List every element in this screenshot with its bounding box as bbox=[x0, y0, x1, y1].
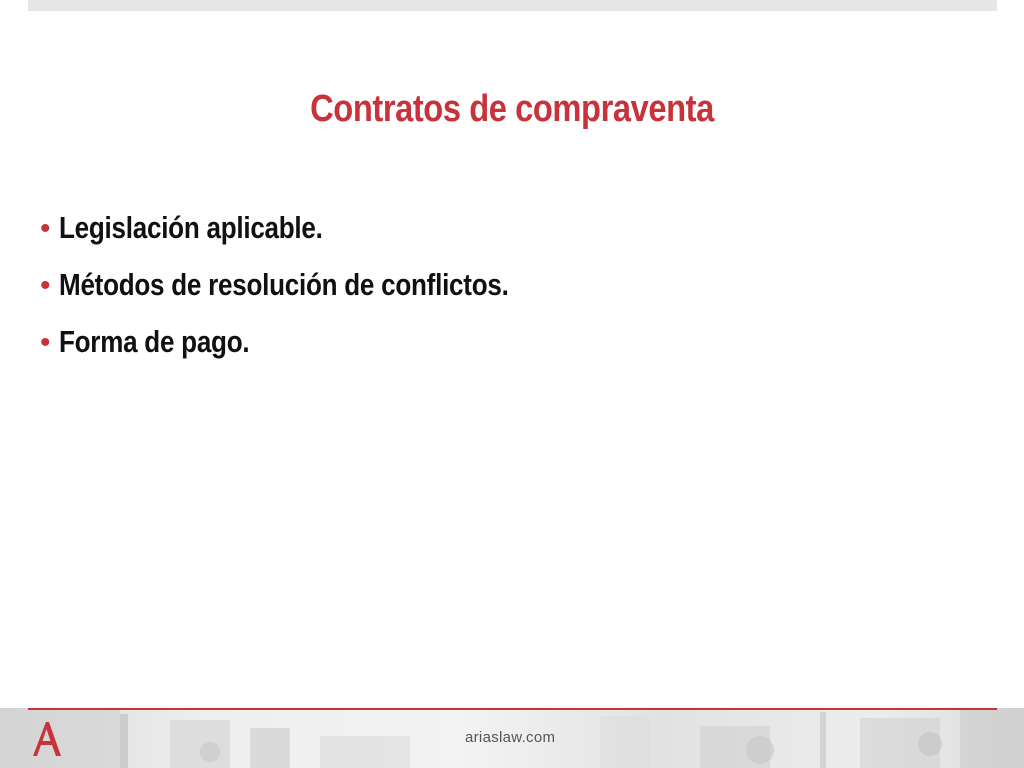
bullet-text: Legislación aplicable. bbox=[58, 210, 323, 245]
aria-law-logo-icon bbox=[30, 718, 64, 758]
bullet-item bbox=[40, 267, 594, 324]
bullet-item bbox=[40, 324, 594, 381]
bullet-text: Forma de pago. bbox=[58, 324, 249, 359]
bullet-item bbox=[40, 210, 594, 267]
bullet-text: Métodos de resolución de conflictos. bbox=[58, 267, 509, 302]
bullet-dot: • bbox=[40, 269, 51, 302]
bullet-dot: • bbox=[40, 326, 51, 359]
top-bar bbox=[28, 0, 997, 11]
footer bbox=[0, 708, 1024, 768]
slide-title: Contratos de compraventa bbox=[310, 88, 714, 130]
bullet-dot: • bbox=[40, 212, 51, 245]
bullet-list bbox=[40, 210, 594, 381]
footer-url: ariaslaw.com bbox=[465, 729, 556, 746]
footer-divider bbox=[28, 708, 997, 710]
